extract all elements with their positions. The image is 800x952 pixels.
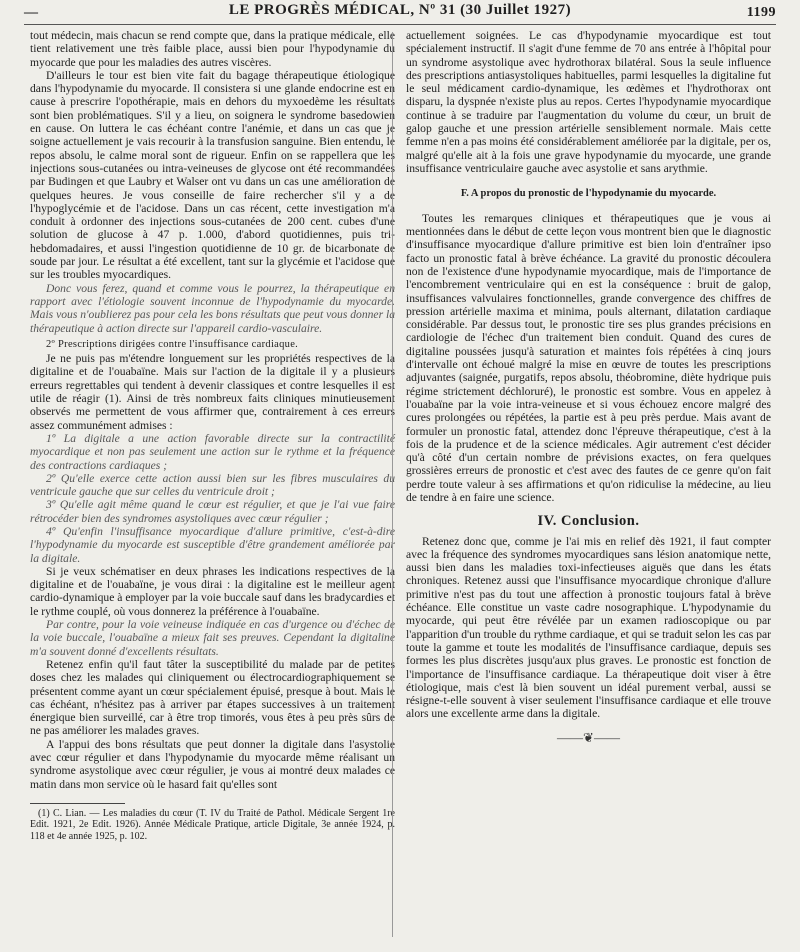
- left-column: [30, 29, 395, 842]
- paragraph: Toutes les remarques cliniques et thérapeutiques que je vous ai mentionnées dans le début de cette leçon vous montrent bien que le diagnostic d'insuffisance myocardique d'allure primitive est bien loin d'entraîner ipso facto un pronostic fatal à brève échéance. La gravité du pronostic découlera non de l'existence d'une hypodynamie myocardique, mais de l'importance de l'encombrement ventriculaire qui en est la conséquence : bruit de galop, insuffisances valvulaires fonctionnelles, grande convergence des chiffres de pression artérielle maxima et minima, pouls alternant, dilatation cardiaque considérable. Par dessus tout, le pronostic tire ses plus grandes précisions en cardiologie de l'échec d'un traitement bien conduit. Quand des cures de digitaline poussées jusqu'à saturation et maintes fois répétées à cinq jours d'intervalle ont échoué malgré la mise en œuvre de toutes les prescriptions adjuvantes (saignée, purgatifs, repos absolu, théobromine, diète hydrique puis régime strictement déchloruré), le pronostic est sombre. Vous en appelez à l'ouabaïne par la voie intra-veineuse et si vous échouez encore malgré des cures prolongées ou répétées, la partie est à peu près perdue. Mais avant de formuler un pronostic fatal, attendez donc l'épreuve thérapeutique, c'est à la fois de la prudence et de la science médicales. Agir autrement c'est décider qu'à côté d'un certain nombre de prévisions exactes, on fera quelques grossières erreurs de pronostic et c'est avec des fautes de ce genre qu'on fait perdre toute valeur à ses affirmations et qu'on ridiculise la médecine, au lieu de tendre à en faire une science.: [406, 211, 771, 504]
- paragraph: D'ailleurs le tour est bien vite fait du bagage thérapeutique étiologique dans l'hypodynamie du myocarde. Il consistera si une glande endocrine est en cause à prescrire l'opothérapie, mais en dehors du myxoedème les résultats sont bien problématiques. S'il y a lieu, on soignera le syndrome basedowien en cause. On luttera le cas échéant contre l'anémie, et dans un cas que je soigne actuellement je vais recourir à la transfusion sanguine. Bien entendu, le repos absolu, le calme moral sont de rigueur. Enfin on se rappellera que les injections sous-cutanées ou intra-veineuses de glycose ont été recommandées par Budingen et que Laubry et Walser ont vu dans un cas une amélioration de quelques heures. Je vous conseille de faire rechercher s'il y a de l'hypoglycémie et de l'acidose. Dans un cas récent, cette investigation m'a conduit à ordonner des injections sous-cutanées de 200 cent. cubes d'une solution de glucose à 47 p. 1.000, d'abord quotidiennes, puis tri-hebdomadaires, et aussi l'ingestion quotidienne de 10 gr. de bicarbonate de soude par jour. Le résultat a été excellent, tant sur la glycémie et l'acidose que sur les troubles myocardiques.: [30, 68, 395, 282]
- paragraph: Retenez enfin qu'il faut tâter la susceptibilité du malade par de petites doses chez les malades qui cliniquement ou électrocardiographiquement se présentent comme ayant un cœur spécialement épuisé, presque à bout. Mais le cas échéant, n'hésitez pas à arriver par étapes successives à un traitement énergique bien surveillé, car à être trop timorés, vous êtes à peu près sûrs de ne pas améliorer les malades graves.: [30, 657, 395, 738]
- paragraph: Si je veux schématiser en deux phrases les indications respectives de la digitaline et de l'ouabaïne, je vous dirai : la digitaline est le meilleur agent cardio-dynamique à employer par la voie buccale sauf dans les bradycardies et le rythme couplé, où vous donnerez la préférence à l'ouabaïne.: [30, 564, 395, 618]
- journal-title: LE PROGRÈS MÉDICAL, Nº 31 (30 Juillet 1927): [228, 2, 572, 18]
- paragraph: Je ne puis pas m'étendre longuement sur les propriétés respectives de la digitaline et de l'ouabaïne. Mais sur l'action de la digitale il y a plusieurs erreurs regrettables qui tendent à devenir classiques et contre lesquelles il est utile de réagir (1). Ainsi de très nombreux faits cliniques minutieusement observés me permettent de vous affirmer que, contrairement à ces erreurs assez communément admises :: [30, 352, 395, 432]
- section-title: F. A propos du pronostic de l'hypodynamie du myocarde.: [460, 188, 717, 200]
- paragraph: actuellement soignées. Le cas d'hypodynamie myocardique est tout spécialement instructif. Il s'agit d'une femme de 70 ans entrée à l'hôpital pour un syndrome asystolique avec hydrothorax bilatéral. Sous la seule influence des prescriptions antiasystoliques habituelles, parmi lesquelles la digitaline fut le seul médicament cardio-dynamique, les œdèmes et l'hydrothorax ont disparu, la dyspnée n'existe plus au repos. Certes l'hypodynamie myocardique continue à se traduire par l'augmentation du volume du cœur, un bruit de galop gauche et une pression artérielle sensiblement normale. Mais cette femme n'en a pas moins été considérablement améliorée par la digitale, per os, malgré qu'elle ait à la fois une grave hypodynamie du myocarde, une grande insuffisance ventriculaire gauche avec asystolie et sans arythmie.: [406, 29, 771, 175]
- conclusion-heading: IV. Conclusion.: [537, 513, 640, 530]
- paragraph: tout médecin, mais chacun se rend compte que, dans la pratique médicale, elle tient relativement une très faible place, aussi bien pour l'hypodynamie du myocarde que pour les maladies des autres viscères.: [30, 29, 395, 69]
- page-number: 1199: [746, 5, 776, 20]
- header-left-mark: —: [24, 5, 39, 20]
- list-item: 3º Qu'elle agit même quand le cœur est régulier, et que je l'ai vue faire rétrocéder bien des syndromes asystoliques avec cœur régulier ;: [30, 498, 395, 525]
- italic-paragraph: Par contre, pour la voie veineuse indiquée en cas d'urgence ou d'échec de la voie buccale, l'ouabaïne a mieux fait ses preuves. Cependant la digitaline m'a souvent donné d'excellents résultats.: [30, 618, 395, 658]
- end-ornament: ——❦——: [557, 729, 620, 745]
- list-item: 1º La digitale a une action favorable directe sur la contractilité myocardique et non pas seulement une action sur le rythme et la fréquence des contractions cardiaques ;: [30, 431, 395, 472]
- list-item: 2º Qu'elle exerce cette action aussi bien sur les fibres musculaires du ventricule gauche que sur celles du ventricule droit ;: [30, 471, 395, 499]
- list-item: 4º Qu'enfin l'insuffisance myocardique d'allure primitive, c'est-à-dire l'hypodynamie du myocarde est susceptible d'être grandement améliorée par la digitale.: [30, 524, 395, 565]
- paragraph: Retenez donc que, comme je l'ai mis en relief dès 1921, il faut compter avec la fréquence des syndromes myocardiques sans lésion anatomique nette, aussi bien dans les maladies toxi-infectieuses aiguës que dans les états chroniques. Retenez aussi que l'insuffisance myocardique chronique d'allure primitive n'est pas du tout une affection à pronostic toujours fatal à brève échéance. Elle constitue un vaste cadre nosographique. L'hypodynamie du myocarde, qui peut être révélée par un examen radioscopique ou par l'apparition d'un trouble du rythme cardiaque, et qui se traduit selon les cas par toute la gamme et toute les modalités de l'insuffisance cardiaque, depuis ses formes les plus discrètes jusqu'aux plus graves. Le pronostic est fonction de l'importance de l'insuffisance cardiaque. La thérapeutique doit viser à être étiologique, mais c'est là bien souvent un idéal purement verbal, aussi se résigne-t-elle souvent à viser seulement l'insuffisance cardiaque et elle trouve alors une excellente arme dans la digitale.: [406, 534, 771, 721]
- section-subheading: 2º Prescriptions dirigées contre l'insuffisance cardiaque.: [46, 338, 299, 350]
- column-divider: [392, 32, 393, 937]
- paragraph: A l'appui des bons résultats que peut donner la digitale dans l'asystolie avec cœur régulier et dans l'hypodynamie du myocarde même réalisant un syndrome asystolique avec cœur régulier, je vous ai montré deux malades ce matin dans mon service où le hasard fait qu'elles sont: [30, 737, 395, 791]
- page-header: [24, 2, 776, 24]
- right-column: [406, 29, 771, 744]
- header-rule: [24, 24, 776, 25]
- footnote: (1) C. Lian. — Les maladies du cœur (T. IV du Traité de Pathol. Médicale Sergent 1re Edit. 1921, 2e Edit. 1926). Année Médicale Pratique, article Digitale, 3e année 1924, p. 118 et 4e année 1925, p. 102.: [30, 807, 395, 842]
- footnote-rule: [30, 803, 125, 804]
- italic-paragraph: Donc vous ferez, quand et comme vous le pourrez, la thérapeutique en rapport avec l'étiologie souvent inconnue de l'hypodynamie du myocarde. Mais vous n'oublierez pas pour cela les bons résultats que peut vous donner la thérapeutique à action directe sur l'appareil cardio-vasculaire.: [30, 281, 395, 335]
